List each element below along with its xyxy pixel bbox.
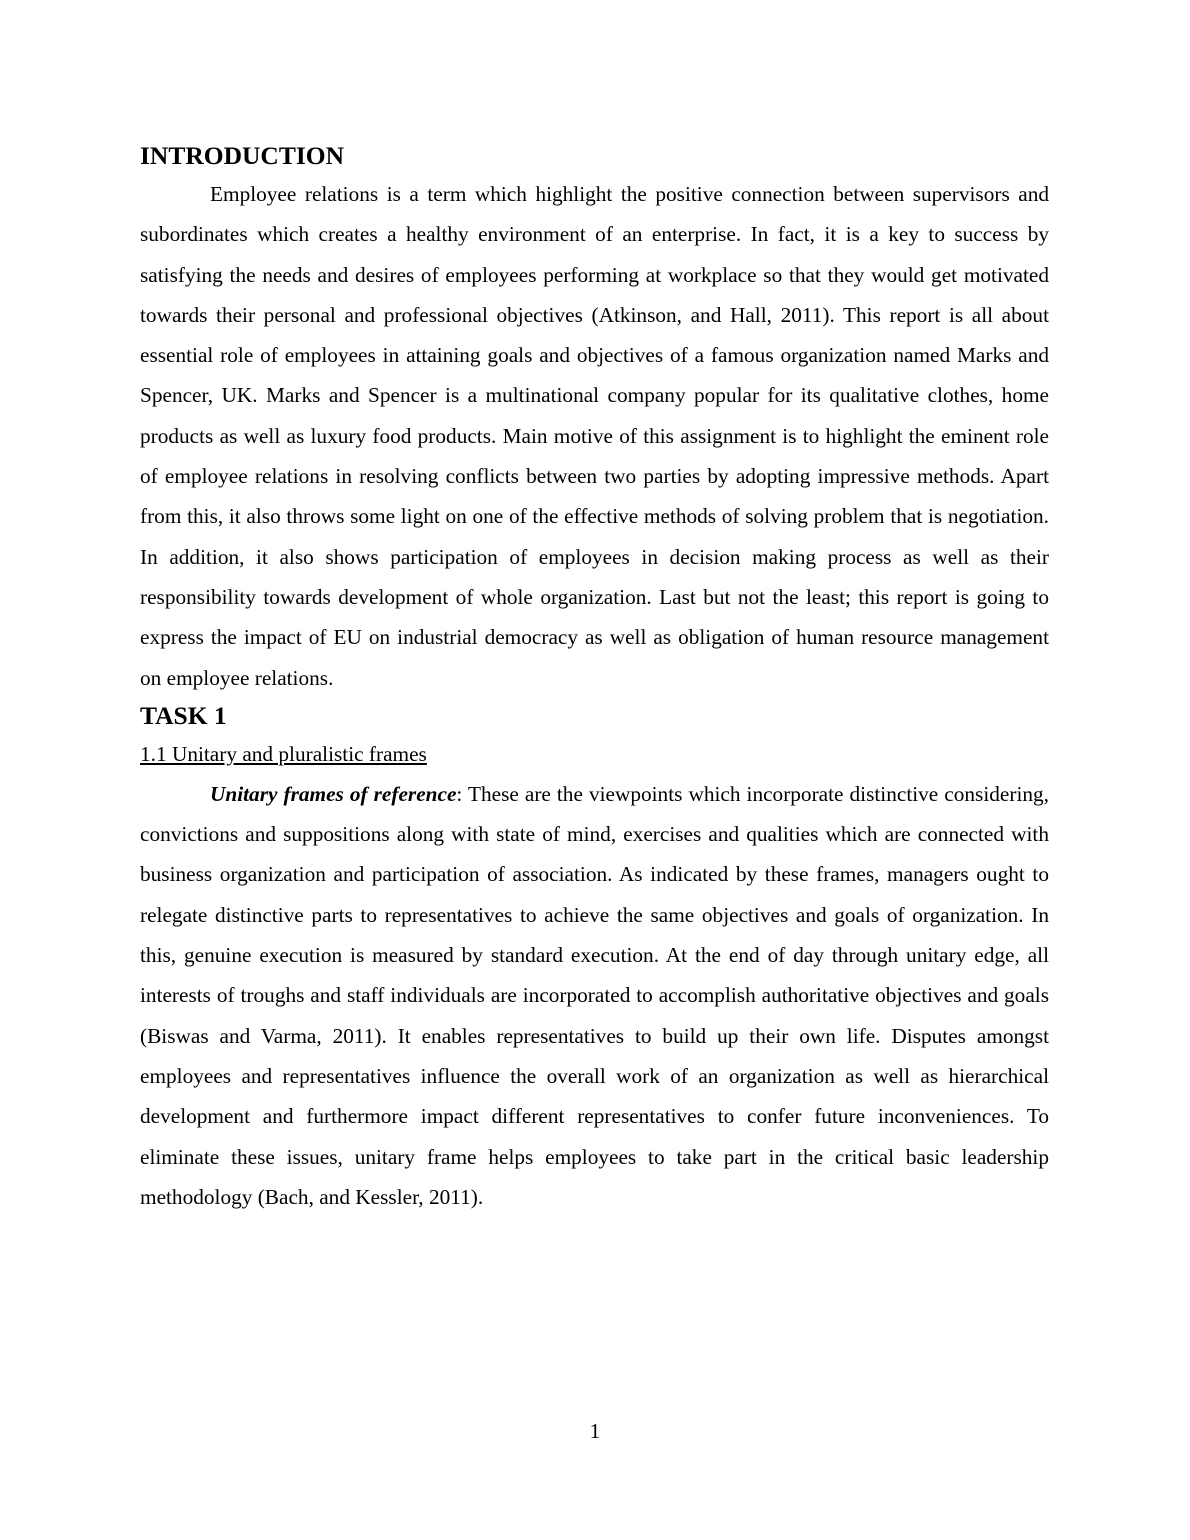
section-1-1-subheading: 1.1 Unitary and pluralistic frames [140, 741, 427, 766]
unitary-frames-term: Unitary frames of reference [210, 781, 457, 806]
unitary-frames-paragraph [140, 774, 1049, 1217]
page-content [140, 138, 1049, 1217]
page-number: 1 [589, 1419, 601, 1443]
introduction-paragraph: Employee relations is a term which highlight the positive connection between supervisors and subordinates which creates a healthy environment of an enterprise. In fact, it is a key to success by satisfying the needs and desires of employees performing at workplace so that they would get motivated towards their personal and professional objectives (Atkinson, and Hall, 2011). This report is all about essential role of employees in attaining goals and objectives of a famous organization named Marks and Spencer, UK. Marks and Spencer is a multinational company popular for its qualitative clothes, home products as well as luxury food products. Main motive of this assignment is to highlight the eminent role of employee relations in resolving conflicts between two parties by adopting impressive methods. Apart from this, it also throws some light on one of the effective methods of solving problem that is negotiation. In addition, it also shows participation of employees in decision making process as well as their responsibility towards development of whole organization. Last but not the least; this report is going to express the impact of EU on industrial democracy as well as obligation of human resource management on employee relations. [140, 182, 1049, 690]
unitary-frames-text: : These are the viewpoints which incorporate distinctive considering, convictions and suppositions along with state of mind, exercises and qualities which are connected with business organization and participation of association. As indicated by these frames, managers ought to relegate distinctive parts to representatives to achieve the same objectives and goals of organization. In this, genuine execution is measured by standard execution. At the end of day through unitary edge, all interests of troughs and staff individuals are incorporated to accomplish authoritative objectives and goals (Biswas and Varma, 2011). It enables representatives to build up their own life. Disputes amongst employees and representatives influence the overall work of an organization as well as hierarchical development and furthermore impact different representatives to confer future inconveniences. To eliminate these issues, unitary frame helps employees to take part in the critical basic leadership methodology (Bach, and Kessler, 2011). [140, 781, 1049, 1209]
task-1-heading: TASK 1 [140, 700, 227, 730]
introduction-heading: INTRODUCTION [140, 141, 345, 170]
